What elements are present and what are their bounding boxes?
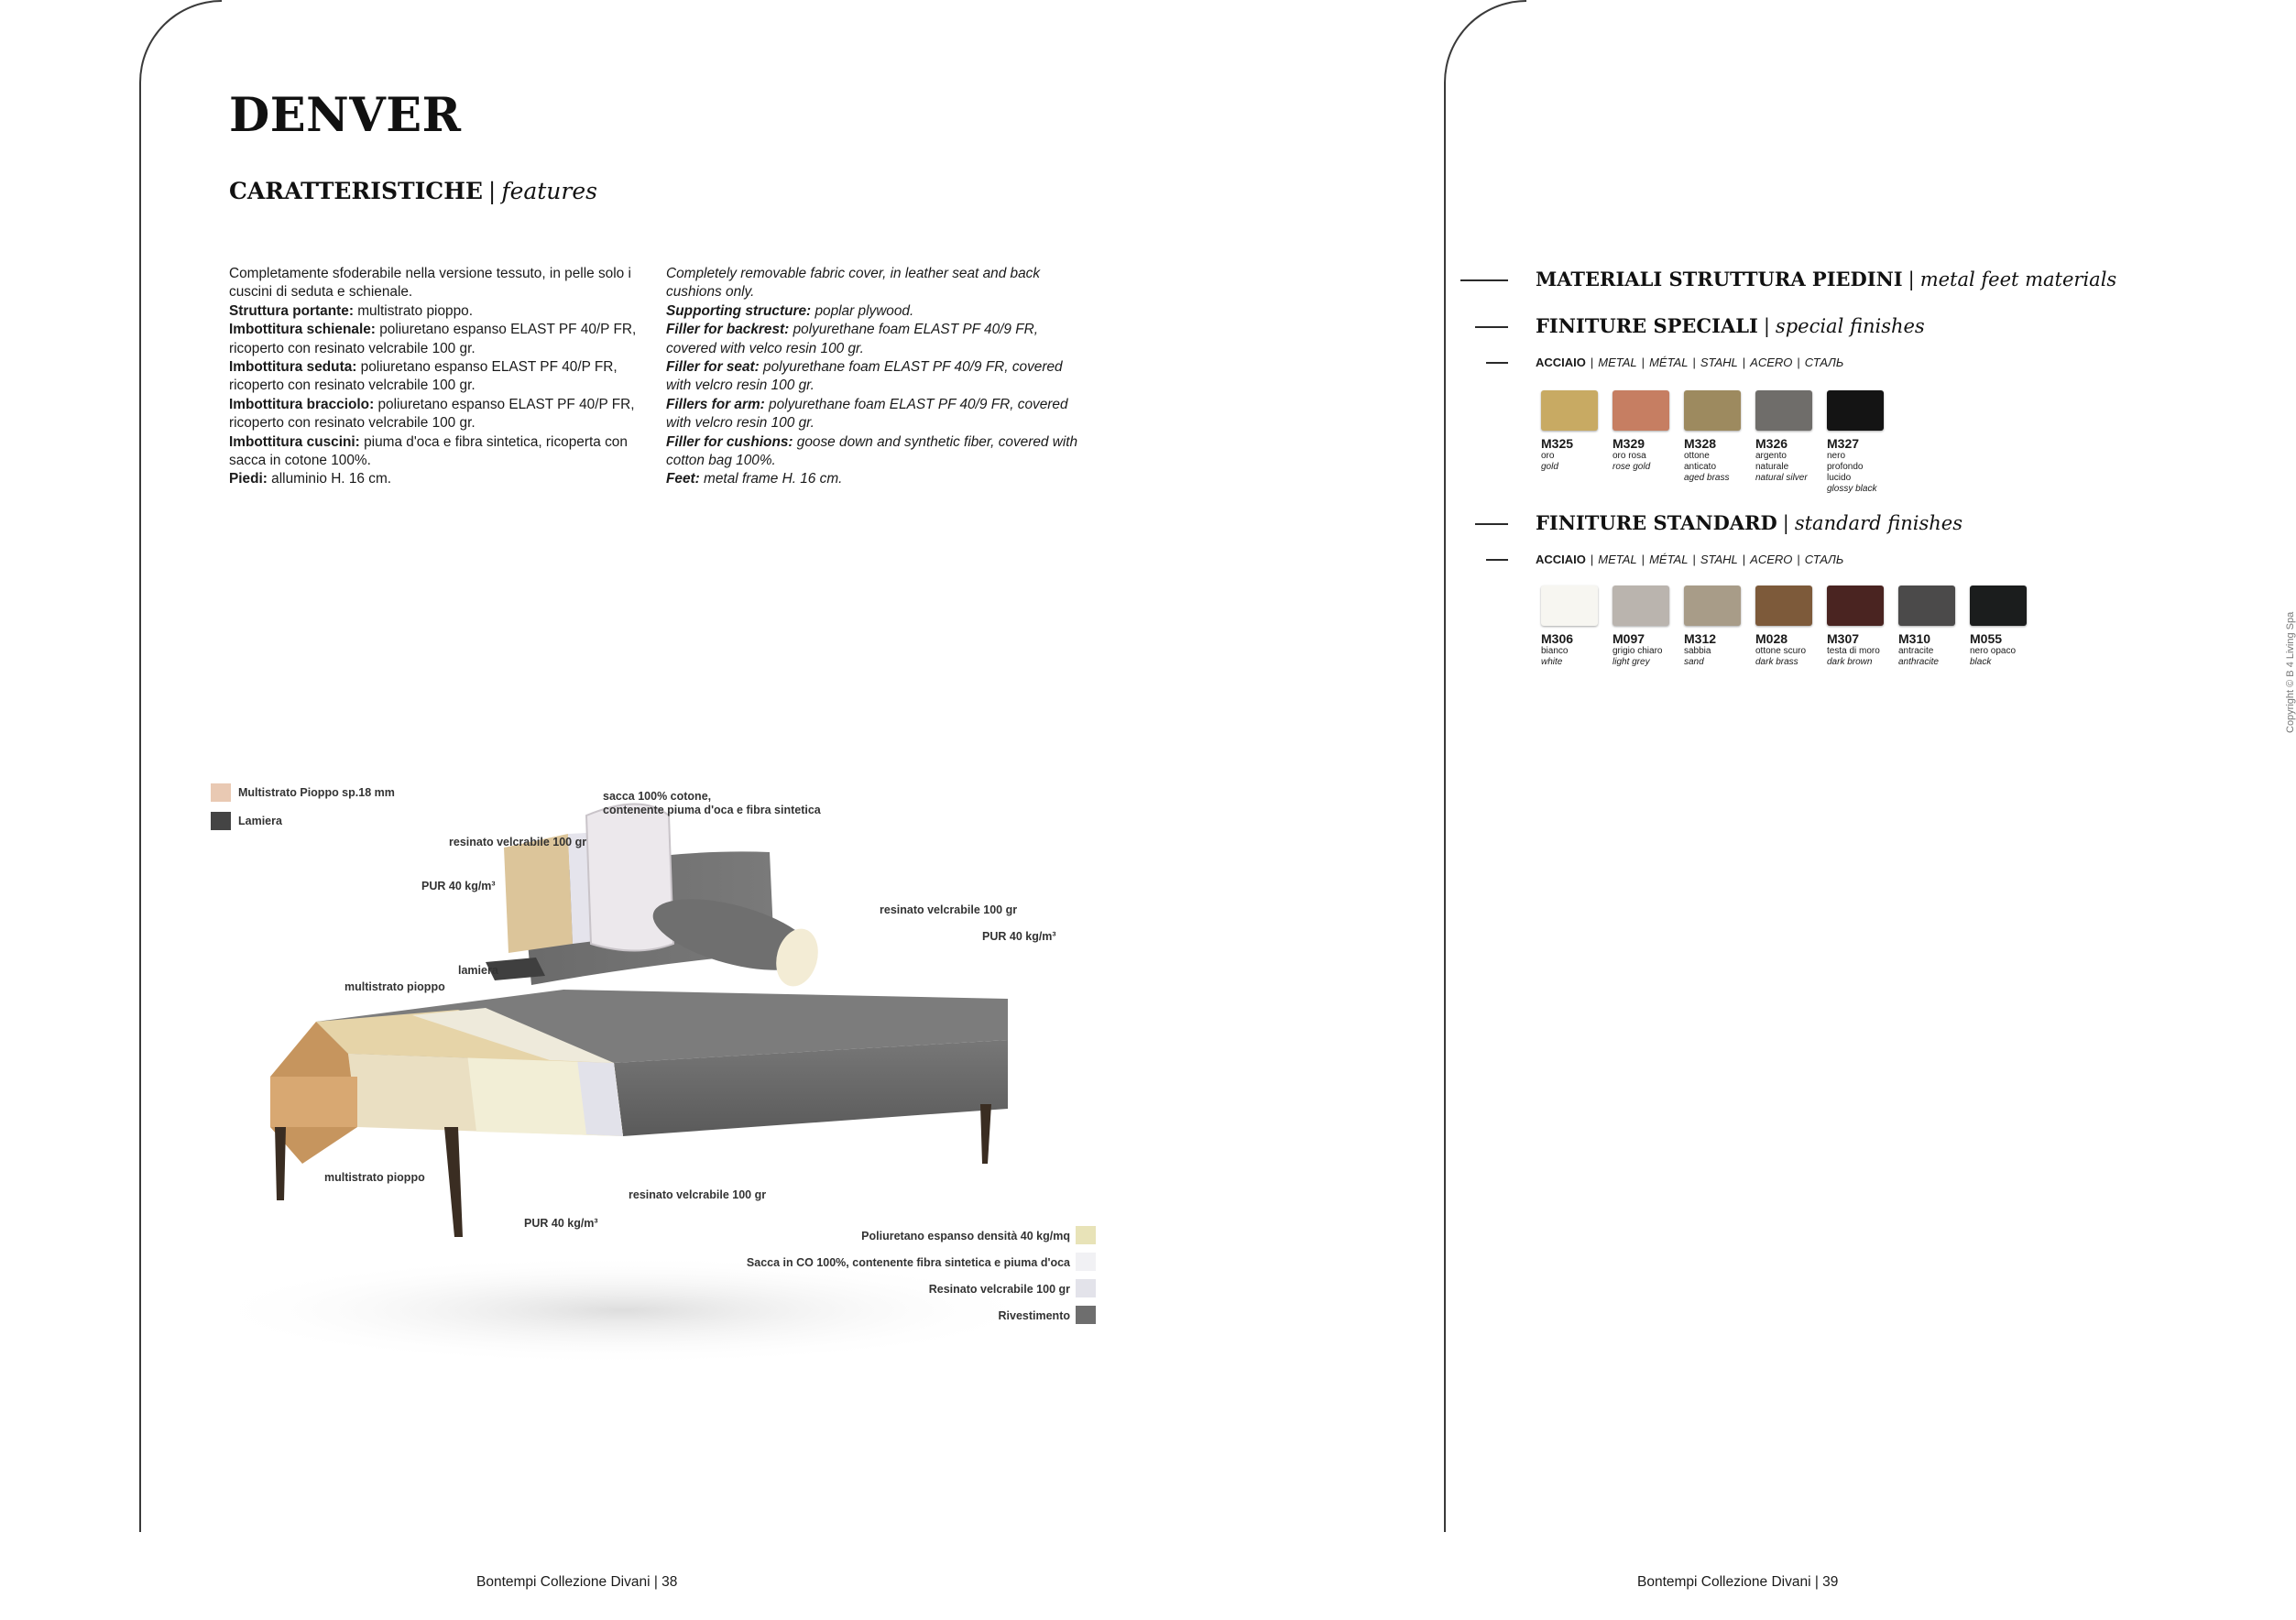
it-desc-line-text: multistrato pioppo. xyxy=(353,302,473,319)
en-desc-line-text: polyurethane foam ELAST PF 40/9 FR, covered with velco resin 100 gr. xyxy=(666,322,1039,356)
finish-color-chip xyxy=(1613,586,1669,626)
finish-color-chip xyxy=(1541,586,1598,626)
material-sep: | xyxy=(1742,356,1746,369)
italian-description xyxy=(229,265,651,489)
it-desc-line-text: poliuretano espanso ELAST PF 40/P FR, ricoperto con resinato velcrabile 100 gr. xyxy=(229,396,635,432)
material-translation: STAHL xyxy=(1700,553,1738,566)
it-desc-line-text: poliuretano espanso ELAST PF 40/P FR, ricoperto con resinato velcrabile 100 gr. xyxy=(229,359,618,394)
it-desc-line xyxy=(229,396,651,433)
special-heading-it: FINITURE SPECIALI xyxy=(1536,314,1758,337)
finish-name-it: naturale xyxy=(1755,462,1789,472)
callout-sacca-line2: contenente piuma d'oca e fibra sintetica xyxy=(603,804,821,816)
features-heading-sep: | xyxy=(487,178,497,204)
standard-rule xyxy=(1475,523,1508,525)
material-translation: СТАЛЬ xyxy=(1804,356,1844,369)
standard-heading-en: standard finishes xyxy=(1794,512,1963,534)
callout-multistrato-top: multistrato pioppo xyxy=(344,980,445,993)
finish-code: M328 xyxy=(1684,436,1717,451)
finish-name-it: nero opaco xyxy=(1970,646,2017,656)
standard-swatches xyxy=(1541,586,2041,668)
finish-code: M310 xyxy=(1898,631,1931,646)
finish-code: M306 xyxy=(1541,631,1574,646)
finish-color-chip xyxy=(1827,390,1884,431)
en-desc-line-text: metal frame H. 16 cm. xyxy=(699,471,843,487)
finish-swatch xyxy=(1613,586,1669,668)
special-swatches xyxy=(1541,390,1898,495)
finish-name-en: dark brass xyxy=(1755,657,1799,667)
finish-swatch xyxy=(1898,586,1955,668)
leg-front-right xyxy=(980,1104,991,1164)
copyright-notice: Copyright © B 4 Living Spa xyxy=(2285,611,2296,733)
material-sep: | xyxy=(1590,553,1594,566)
finish-name-en: sand xyxy=(1684,657,1704,667)
finish-code: M329 xyxy=(1613,436,1645,451)
finish-swatch xyxy=(1613,390,1669,495)
finish-name-en: natural silver xyxy=(1755,473,1808,483)
legend-label-poliuretano: Poliuretano espanso densità 40 kg/mq xyxy=(861,1230,1070,1242)
en-desc-line xyxy=(666,302,1088,321)
finish-name-it: sabbia xyxy=(1684,646,1711,656)
finish-name-it: grigio chiaro xyxy=(1613,646,1663,656)
legend-label-rivestimento: Rivestimento xyxy=(998,1309,1070,1322)
en-desc-line-label: Fillers for arm: xyxy=(666,396,765,412)
finish-name-it: antracite xyxy=(1898,646,1934,656)
material-sep: | xyxy=(1797,553,1800,566)
it-desc-line-label: Imbottitura seduta: xyxy=(229,359,357,376)
legend-swatch-resinato xyxy=(1076,1279,1096,1297)
finish-swatch xyxy=(1755,390,1812,495)
standard-heading-it: FINITURE STANDARD xyxy=(1536,511,1777,534)
it-desc-line-label: Imbottitura bracciolo: xyxy=(229,396,375,412)
finish-color-chip xyxy=(1970,586,2027,626)
materials-heading-en: metal feet materials xyxy=(1919,268,2117,290)
it-desc-line xyxy=(229,321,651,358)
callout-pur-roll: PUR 40 kg/m³ xyxy=(982,930,1056,943)
finish-name-it: lucido xyxy=(1827,473,1852,483)
finish-swatch xyxy=(1970,586,2027,668)
plywood-shelf xyxy=(270,1077,357,1127)
it-desc-line xyxy=(229,470,651,488)
features-heading xyxy=(229,178,597,204)
it-desc-line-label: Piedi: xyxy=(229,471,268,487)
legend-swatch-sacca xyxy=(1076,1253,1096,1271)
materials-rule xyxy=(1460,279,1508,281)
finish-name-en: aged brass xyxy=(1684,473,1730,483)
en-desc-line-text: goose down and synthetic fiber, covered with cotton bag 100%. xyxy=(666,433,1078,469)
finish-color-chip xyxy=(1827,586,1884,626)
callout-pur-back: PUR 40 kg/m³ xyxy=(421,880,496,892)
en-desc-line xyxy=(666,265,1088,302)
left-page-footer: Bontempi Collezione Divani | 38 xyxy=(476,1574,678,1590)
standard-heading-sep: | xyxy=(1782,512,1789,534)
leg-front-left xyxy=(444,1127,463,1237)
floor-shadow xyxy=(202,1255,1044,1365)
english-description xyxy=(666,265,1088,489)
material-translation: METAL xyxy=(1598,553,1637,566)
legend-label-lamiera: Lamiera xyxy=(238,815,282,827)
it-desc-line-label: Struttura portante: xyxy=(229,302,354,319)
finish-code: M307 xyxy=(1827,631,1860,646)
material-translation: ACERO xyxy=(1750,553,1793,566)
features-heading-it: CARATTERISTICHE xyxy=(229,178,483,204)
en-desc-line-label: Filler for backrest: xyxy=(666,322,790,338)
finish-swatch xyxy=(1827,390,1884,495)
finish-name-it: argento xyxy=(1755,451,1787,461)
leg-back-left xyxy=(275,1127,286,1200)
material-sep: | xyxy=(1797,356,1800,369)
material-name: ACCIAIO xyxy=(1536,553,1586,566)
material-sep: | xyxy=(1742,553,1746,566)
finish-swatch xyxy=(1684,586,1741,668)
finish-color-chip xyxy=(1541,390,1598,431)
finish-name-en: white xyxy=(1541,657,1563,667)
material-sep: | xyxy=(1641,356,1645,369)
standard-material-line xyxy=(1536,553,1843,566)
it-desc-line xyxy=(229,358,651,396)
right-page-frame xyxy=(1444,0,1526,1532)
material-sep: | xyxy=(1692,553,1696,566)
finish-name-it: oro xyxy=(1541,451,1555,461)
material-translation: MÉTAL xyxy=(1649,356,1689,369)
finish-name-it: bianco xyxy=(1541,646,1569,656)
finish-name-it: nero profondo xyxy=(1827,451,1864,472)
arm-foam xyxy=(504,834,573,953)
en-desc-line xyxy=(666,396,1088,433)
material-translation: MÉTAL xyxy=(1649,553,1689,566)
special-heading-en: special finishes xyxy=(1775,315,1925,337)
it-desc-line-text: alluminio H. 16 cm. xyxy=(267,471,392,487)
standard-finishes-heading xyxy=(1536,511,1963,534)
it-desc-line-text: piuma d'oca e fibra sintetica, ricoperta con sacca in cotone 100%. xyxy=(229,433,628,469)
right-page-footer: Bontempi Collezione Divani | 39 xyxy=(1637,1574,1839,1590)
finish-name-en: glossy black xyxy=(1827,484,1877,494)
finish-code: M327 xyxy=(1827,436,1860,451)
legend-swatch-rivestimento xyxy=(1076,1306,1096,1324)
special-heading-sep: | xyxy=(1763,315,1770,337)
finish-name-en: dark brown xyxy=(1827,657,1873,667)
legend-label-multistrato: Multistrato Pioppo sp.18 mm xyxy=(238,786,395,799)
material-translation: STAHL xyxy=(1700,356,1738,369)
finish-swatch xyxy=(1827,586,1884,668)
material-translation: ACERO xyxy=(1750,356,1793,369)
en-desc-line-label: Feet: xyxy=(666,471,700,487)
finish-name-it: testa di moro xyxy=(1827,646,1880,656)
en-desc-line xyxy=(666,470,1088,488)
material-translation: METAL xyxy=(1598,356,1637,369)
material-name: ACCIAIO xyxy=(1536,356,1586,369)
it-desc-line xyxy=(229,265,651,302)
finish-color-chip xyxy=(1755,390,1812,431)
page-title: DENVER xyxy=(229,88,462,143)
callout-resinato-back: resinato velcrabile 100 gr xyxy=(449,836,587,848)
features-heading-en: features xyxy=(501,178,597,204)
finish-name-en: anthracite xyxy=(1898,657,1939,667)
finish-color-chip xyxy=(1898,586,1955,626)
en-desc-line-label: Filler for cushions: xyxy=(666,433,793,450)
en-desc-line-text: Completely removable fabric cover, in leather seat and back cushions only. xyxy=(666,266,1041,301)
legend-label-sacca: Sacca in CO 100%, contenente fibra sintetica e piuma d'oca xyxy=(746,1256,1070,1269)
finish-color-chip xyxy=(1684,390,1741,431)
callout-resinato-seat: resinato velcrabile 100 gr xyxy=(629,1188,767,1201)
material-sep: | xyxy=(1692,356,1696,369)
finish-swatch xyxy=(1541,586,1598,668)
en-desc-line xyxy=(666,433,1088,471)
materials-heading xyxy=(1536,268,2116,290)
sofa-construction-diagram xyxy=(183,761,1118,1384)
callout-pur-seat: PUR 40 kg/m³ xyxy=(524,1217,598,1230)
it-desc-line xyxy=(229,433,651,471)
en-desc-line-text: polyurethane foam ELAST PF 40/9 FR, covered with velcro resin 100 gr. xyxy=(666,396,1068,432)
it-desc-line xyxy=(229,302,651,321)
material-sep: | xyxy=(1641,553,1645,566)
finish-code: M325 xyxy=(1541,436,1574,451)
callout-resinato-roll: resinato velcrabile 100 gr xyxy=(880,903,1018,916)
finish-swatch xyxy=(1684,390,1741,495)
finish-name-en: gold xyxy=(1541,462,1558,472)
finish-swatch xyxy=(1541,390,1598,495)
finish-code: M326 xyxy=(1755,436,1788,451)
it-desc-line-text: poliuretano espanso ELAST PF 40/P FR, ricoperto con resinato velcrabile 100 gr. xyxy=(229,322,637,356)
finish-code: M097 xyxy=(1613,631,1645,646)
legend-swatch-poliuretano xyxy=(1076,1226,1096,1244)
materials-heading-it: MATERIALI STRUTTURA PIEDINI xyxy=(1536,268,1903,290)
callout-sacca-line1: sacca 100% cotone, xyxy=(603,790,712,803)
materials-heading-sep: | xyxy=(1908,268,1915,290)
finish-name-it: oro rosa xyxy=(1613,451,1646,461)
callout-multistrato-bottom: multistrato pioppo xyxy=(324,1171,425,1184)
it-desc-line-label: Imbottitura cuscini: xyxy=(229,433,360,450)
finish-color-chip xyxy=(1684,586,1741,626)
en-desc-line xyxy=(666,358,1088,396)
en-desc-line xyxy=(666,321,1088,358)
finish-name-it: ottone scuro xyxy=(1755,646,1807,656)
callout-lamiera: lamiera xyxy=(458,964,498,977)
finish-swatch xyxy=(1755,586,1812,668)
finish-code: M312 xyxy=(1684,631,1717,646)
it-desc-line-label: Imbottitura schienale: xyxy=(229,322,376,338)
finish-name-en: rose gold xyxy=(1613,462,1651,472)
finish-color-chip xyxy=(1755,586,1812,626)
special-finishes-heading xyxy=(1536,314,1925,337)
standard-material-rule xyxy=(1486,559,1508,561)
finish-name-en: light grey xyxy=(1613,657,1650,667)
en-desc-line-text: poplar plywood. xyxy=(811,302,914,319)
finish-color-chip xyxy=(1613,390,1669,431)
material-translation: СТАЛЬ xyxy=(1804,553,1844,566)
finish-code: M028 xyxy=(1755,631,1788,646)
finish-name-en: black xyxy=(1970,657,1992,667)
finish-name-it: ottone anticato xyxy=(1684,451,1717,472)
special-rule xyxy=(1475,326,1508,328)
special-material-rule xyxy=(1486,362,1508,364)
special-material-line xyxy=(1536,356,1843,369)
en-desc-line-text: polyurethane foam ELAST PF 40/9 FR, covered with velcro resin 100 gr. xyxy=(666,359,1063,394)
legend-label-resinato: Resinato velcrabile 100 gr xyxy=(928,1283,1070,1296)
finish-code: M055 xyxy=(1970,631,2003,646)
it-desc-line-text: Completamente sfoderabile nella versione tessuto, in pelle solo i cuscini di seduta e schienale. xyxy=(229,266,631,301)
material-sep: | xyxy=(1590,356,1594,369)
en-desc-line-label: Supporting structure: xyxy=(666,302,812,319)
en-desc-line-label: Filler for seat: xyxy=(666,359,760,376)
